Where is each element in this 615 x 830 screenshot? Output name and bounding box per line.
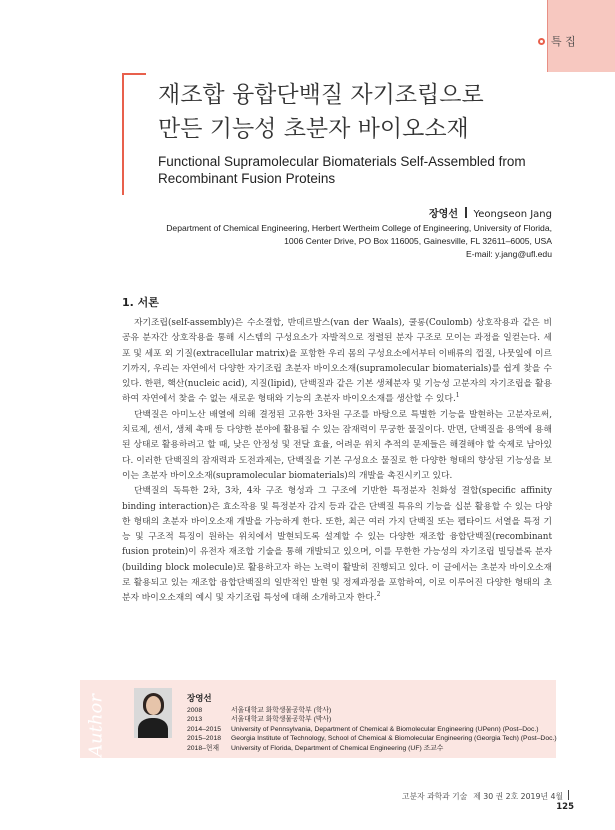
paragraph-1-text: 자기조립(self-assembly)은 수소결합, 반데르발스(van der Waals), 쿨롱(Coulomb) 상호작용과 같은 비 공유 분자간 상호작용을 통해 시스템의 구성요소가 자발적으로 정렬된 분자 구조로 모이는 과정을 일컫는다. 세포 및 세포 외 기질(extracellular matrix)을 포함한 우리 몸의 구성요소에서부터 이배류의 껍질, 나뭇잎에 이르기까지, 우리는 자연에서 다양한 자기조립 초분자 바이오소재(supramolecular biomaterials)를 쉽게 찾을 수 있다. 한편, 핵산(nucleic acid), 지질(lipid), 단백질과 같은 기본 생체분자 및 기능성 고분자의 자기조립을 활용하여 자연에서 찾을 수 없는 새로운 형태와 기능의 초분자 바이오소재를 생산할 수 있다.	[122, 318, 552, 405]
author-box-label-text: Author	[85, 694, 107, 757]
author-box-name: 장영선	[187, 694, 212, 704]
author-photo	[134, 688, 172, 738]
byline-separator	[465, 207, 467, 218]
cv-year: 2013	[187, 716, 203, 724]
cv-year: 2015–2018	[187, 735, 222, 743]
affiliation-line2: 1006 Center Drive, PO Box 116005, Gainesville, FL 32611–6005, USA	[284, 235, 552, 246]
affiliation-line1: Department of Chemical Engineering, Herbert Wertheim College of Engineering, University of Florida,	[166, 223, 552, 233]
paragraph-1	[122, 316, 552, 408]
title-korean-line2: 만든 기능성 초분자 바이오소재	[158, 116, 469, 142]
cv-row	[187, 725, 557, 734]
cv-year: 2008	[187, 707, 203, 714]
title-english-line2: Recombinant Fusion Proteins	[158, 171, 336, 186]
title-bracket-left	[122, 73, 124, 195]
footer-separator	[568, 790, 569, 800]
footer-journal: 고분자 과학과 기술	[402, 792, 468, 801]
section-tag	[538, 33, 576, 49]
author-photo-torso	[138, 718, 168, 738]
cv-row	[187, 744, 557, 753]
page-footer	[400, 790, 574, 812]
title-english	[158, 153, 538, 187]
circle-bullet-icon	[538, 38, 545, 45]
cv-desc: University of Pennsylvania, Department of Chemical & Biomolecular Engineering (UPenn) (Post–Doc.)	[231, 725, 539, 733]
title-bracket-top	[122, 73, 146, 75]
cv-desc: Georgia Institute of Technology, School of Chemical & Biomolecular Engineering (Georgia Tech) (Post–Doc.)	[231, 735, 557, 743]
cv-desc: University of Florida, Department of Chemical Engineering (UF) 조교수	[231, 744, 444, 752]
cv-year: 2014–2015	[187, 725, 222, 733]
section-heading: 1. 서론	[122, 296, 159, 309]
cv-year: 2018–현재	[187, 744, 220, 752]
author-cv	[187, 706, 557, 753]
author-photo-face	[146, 696, 161, 715]
affiliation-email: E-mail: y.jang@ufl.edu	[466, 248, 552, 259]
cv-row	[187, 715, 557, 724]
footer-issue: 제 30 권 2호 2019년 4월	[473, 792, 563, 801]
affiliation	[150, 222, 552, 260]
cv-row	[187, 706, 557, 715]
paragraph-2-text: 단백질은 아미노산 배열에 의해 결정된 고유한 3차원 구조를 바탕으로 특별한 기능을 발현하는 고분자로써, 치료제, 센서, 생체 촉매 등 다양한 분야에 활용될 수 있는 잠재력이 무궁한 물질이다. 반면, 단백질을 용액에 용해된 상태로 활용하려고 할 때, 낮은 안정성 및 전달 효율, 어려운 위치 추적의 문제들은 해결해야 할 숙제로 남아있다. 이러한 단백질의 잠재력과 도전과제는, 단백질을 기본 구성요소 물질로 한 다양한 형태의 향상된 기능성을 보이는 초분자 바이오소재(supramolecular biomaterials)의 개발을 촉진시키고 있다.	[122, 409, 552, 481]
paragraph-3	[122, 484, 552, 606]
author-name-korean: 장영선	[429, 209, 458, 220]
author-name-english: Yeongseon Jang	[473, 209, 552, 220]
paragraph-3-text: 단백질의 독특한 2차, 3차, 4차 구조 형성과 그 구조에 기반한 특정분자 친화성 결합(specific affinity binding interaction)은 효소작용 및 특정분자 감지 등과 같은 단백질 특유의 기능을 십분 활용할 수 있는 다양한 형태의 초분자 바이오소재 개발을 가능하게 한다. 또한, 최근 여러 가지 단백질 또는 펩타이드 서열을 특정 기능 및 구조적 특징이 원하는 위치에서 발현되도록 설계할 수 있는 다양한 재조합 융합단백질(recombinant fusion protein)이 유전자 재조합 기술을 통해 개발되고 있으며, 이를 무한한 가능성의 자기조립 빌딩블록 분자(building block molecule)로 활용하고자 하는 노력이 활발히 진행되고 있다. 이 글에서는 초분자 바이오소재로 활용되고 있는 재조합 융합단백질의 일반적인 발현 및 정제과정을 포함하여, 이로 이루어진 다양한 형태의 초분자 바이오소재의 예시 및 자기조립 특성에 대해 소개하고자 한다.	[122, 486, 552, 604]
byline	[400, 205, 552, 220]
citation-2: 2	[376, 591, 381, 599]
cv-desc: 서울대학교 화학생물공학부 (박사)	[231, 716, 332, 724]
title-korean	[158, 78, 538, 146]
citation-1: 1	[455, 392, 460, 400]
cv-row	[187, 734, 557, 743]
section-tag-label: 특 집	[551, 35, 576, 48]
page-number: 125	[556, 802, 574, 812]
cv-desc: 서울대학교 화학생물공학부 (학사)	[231, 707, 332, 714]
body-text	[122, 316, 552, 607]
title-english-line1: Functional Supramolecular Biomaterials Self-Assembled from	[158, 154, 526, 169]
title-korean-line1: 재조합 융합단백질 자기조립으로	[158, 82, 484, 108]
paragraph-2	[122, 408, 552, 484]
author-box-label	[81, 688, 111, 760]
